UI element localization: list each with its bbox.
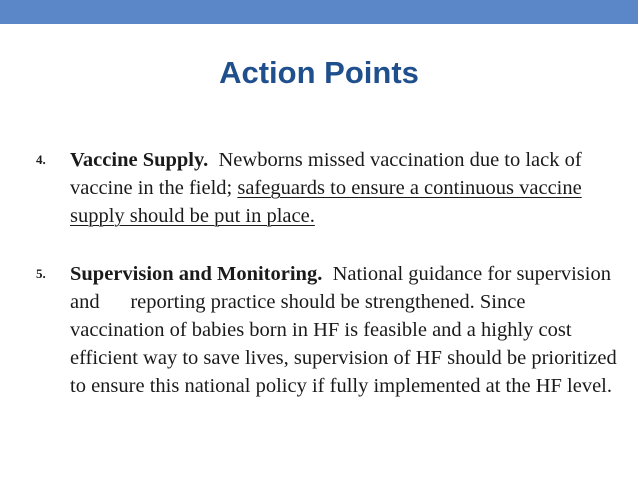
point-heading: Vaccine Supply.: [70, 149, 209, 171]
action-point-5: [30, 260, 620, 400]
point-heading: Supervision and Monitoring.: [70, 263, 323, 285]
point-text-continued: reporting practice should be strengthened. Since vaccination of babies born in HF is feasible and a highly cost efficient way to save lives, supervision of HF should be prioritized to ensure this national policy if fully implemented at the HF level.: [70, 291, 617, 397]
slide-title: Action Points: [219, 55, 419, 90]
action-point-4: [30, 146, 620, 230]
point-text: Newborns missed vaccination due to lack of vaccine in the field;: [70, 149, 582, 199]
point-text: National guidance for supervision and: [70, 263, 611, 313]
point-underlined-text: safeguards to ensure a continuous vaccine supply should be put in place.: [70, 177, 582, 227]
point-number: 4.: [36, 152, 46, 167]
point-number: 5.: [36, 266, 46, 281]
action-points-list: [30, 146, 620, 400]
top-accent-bar: [0, 0, 638, 24]
